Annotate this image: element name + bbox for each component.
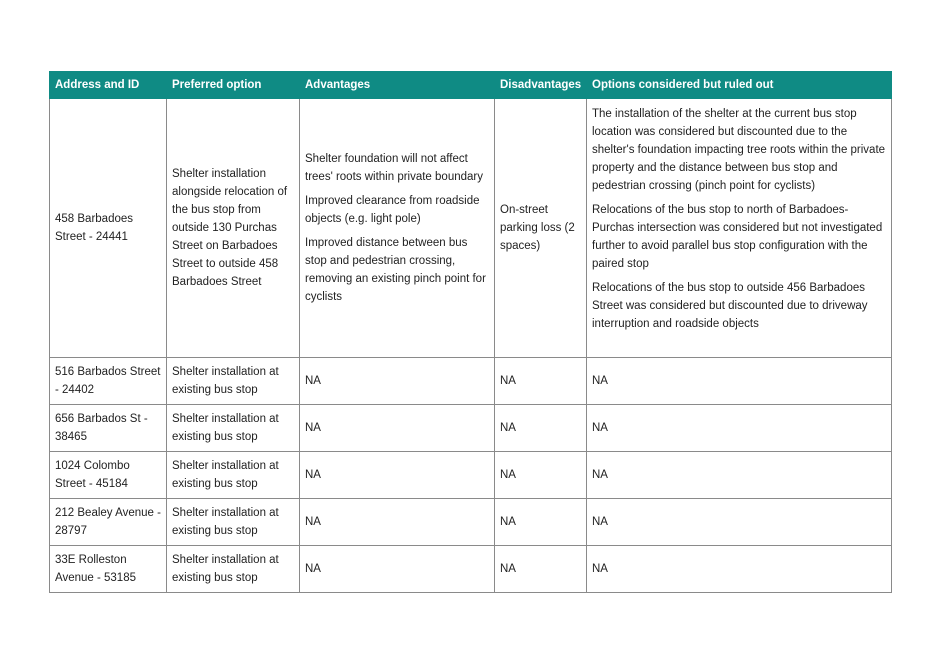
cell-address: 212 Bealey Avenue - 28797 bbox=[50, 499, 167, 546]
cell-advantages: NA bbox=[300, 546, 495, 593]
cell-preferred-option: Shelter installation alongside relocation of the bus stop from outside 130 Purchas Street on Barbadoes Street to outside 458 Barbadoes Street bbox=[167, 99, 300, 358]
options-table bbox=[49, 71, 892, 593]
header-disadvantages: Disadvantages bbox=[495, 72, 587, 99]
cell-address: 656 Barbados St - 38465 bbox=[50, 405, 167, 452]
table-row bbox=[50, 452, 892, 499]
cell-options-ruled-out: NA bbox=[587, 499, 892, 546]
cell-address: 458 Barbadoes Street - 24441 bbox=[50, 99, 167, 358]
cell-disadvantages: NA bbox=[495, 405, 587, 452]
advantage-text: Shelter foundation will not affect trees' roots within private boundary bbox=[305, 153, 483, 183]
cell-disadvantages: NA bbox=[495, 358, 587, 405]
cell-disadvantages: On-street parking loss (2 spaces) bbox=[495, 99, 587, 358]
cell-advantages: NA bbox=[300, 405, 495, 452]
table-row bbox=[50, 405, 892, 452]
ruled-out-text: Relocations of the bus stop to north of Barbadoes-Purchas intersection was considered but not investigated further to avoid parallel bus stop configuration with the paired stop bbox=[592, 204, 883, 270]
header-options-ruled-out: Options considered but ruled out bbox=[587, 72, 892, 99]
table-header-row bbox=[50, 72, 892, 99]
ruled-out-text: The installation of the shelter at the current bus stop location was considered but discounted due to the shelter's foundation impacting tree roots within the private property and the distance between bus stop and pedestrian crossing (pinch point for cyclists) bbox=[592, 108, 886, 192]
cell-preferred-option: Shelter installation at existing bus stop bbox=[167, 546, 300, 593]
cell-address: 516 Barbados Street - 24402 bbox=[50, 358, 167, 405]
cell-advantages bbox=[300, 99, 495, 358]
cell-options-ruled-out: NA bbox=[587, 405, 892, 452]
advantage-text: Improved clearance from roadside objects (e.g. light pole) bbox=[305, 195, 480, 225]
cell-disadvantages: NA bbox=[495, 499, 587, 546]
cell-options-ruled-out: NA bbox=[587, 546, 892, 593]
cell-disadvantages: NA bbox=[495, 452, 587, 499]
table-row bbox=[50, 546, 892, 593]
cell-options-ruled-out: NA bbox=[587, 358, 892, 405]
header-address-id: Address and ID bbox=[50, 72, 167, 99]
cell-preferred-option: Shelter installation at existing bus stop bbox=[167, 358, 300, 405]
cell-options-ruled-out bbox=[587, 99, 892, 358]
ruled-out-text: Relocations of the bus stop to outside 456 Barbadoes Street was considered but discounted due to driveway interruption and roadside objects bbox=[592, 282, 868, 330]
cell-preferred-option: Shelter installation at existing bus stop bbox=[167, 405, 300, 452]
cell-advantages: NA bbox=[300, 452, 495, 499]
table-row bbox=[50, 499, 892, 546]
cell-options-ruled-out: NA bbox=[587, 452, 892, 499]
table-row bbox=[50, 99, 892, 358]
advantage-text: Improved distance between bus stop and pedestrian crossing, removing an existing pinch point for cyclists bbox=[305, 237, 486, 303]
header-preferred-option: Preferred option bbox=[167, 72, 300, 99]
cell-advantages: NA bbox=[300, 358, 495, 405]
cell-preferred-option: Shelter installation at existing bus stop bbox=[167, 499, 300, 546]
cell-address: 33E Rolleston Avenue - 53185 bbox=[50, 546, 167, 593]
header-advantages: Advantages bbox=[300, 72, 495, 99]
cell-disadvantages: NA bbox=[495, 546, 587, 593]
cell-address: 1024 Colombo Street - 45184 bbox=[50, 452, 167, 499]
table-row bbox=[50, 358, 892, 405]
cell-preferred-option: Shelter installation at existing bus stop bbox=[167, 452, 300, 499]
cell-advantages: NA bbox=[300, 499, 495, 546]
